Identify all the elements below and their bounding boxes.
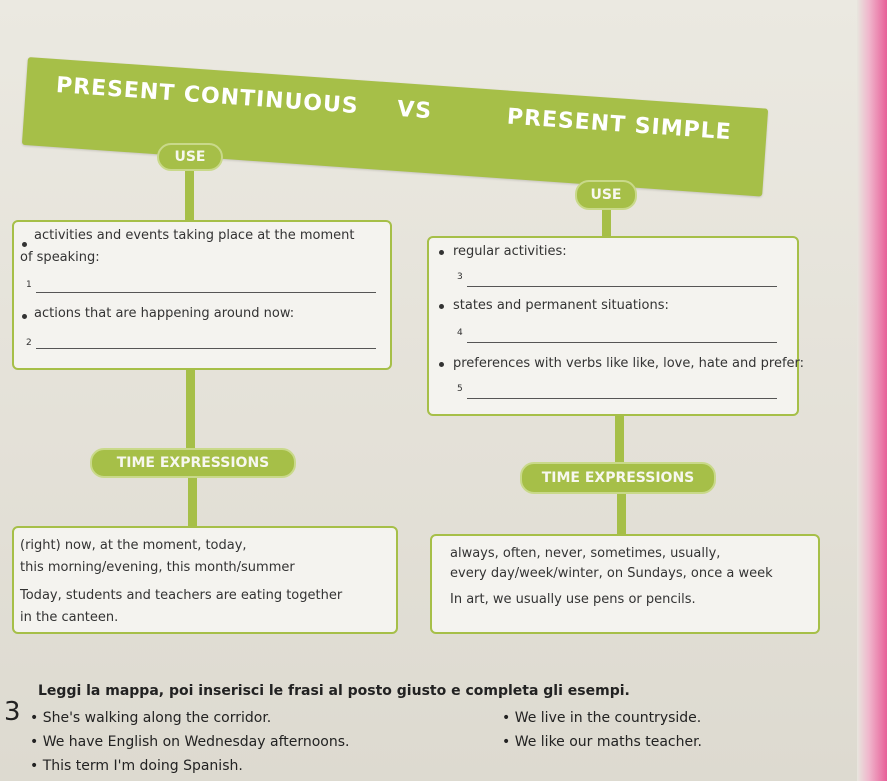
continuous-example: in the canteen. — [20, 610, 119, 625]
simple-use-1: regular activities: — [453, 244, 567, 259]
answer-blank[interactable] — [467, 286, 777, 287]
simple-use-label: USE — [575, 180, 637, 210]
title-left: PRESENT CONTINUOUS — [55, 73, 360, 120]
bullet-dot — [22, 314, 27, 319]
continuous-use-stem — [185, 171, 194, 223]
continuous-time-stem — [188, 478, 197, 528]
simple-time-box — [430, 534, 820, 634]
continuous-use-2: actions that are happening around now: — [34, 306, 295, 321]
continuous-time-label: TIME EXPRESSIONS — [90, 448, 296, 478]
blank-mark: 5 — [457, 384, 463, 394]
simple-use-3: preferences with verbs like like, love, hate and prefer: — [453, 356, 805, 371]
simple-time-stem — [617, 494, 626, 536]
exercise-item: • We like our maths teacher. — [502, 734, 702, 750]
answer-blank[interactable] — [36, 292, 376, 293]
exercise-item: • This term I'm doing Spanish. — [30, 758, 243, 774]
simple-use-box — [427, 236, 805, 416]
simple-time-line: every day/week/winter, on Sundays, once a week — [450, 566, 773, 581]
continuous-use-box — [12, 220, 392, 370]
continuous-use-1b: of speaking: — [20, 250, 100, 265]
title-right: PRESENT SIMPLE — [506, 104, 733, 146]
simple-time-line: always, often, never, sometimes, usually, — [450, 546, 721, 561]
exercise-item: • We live in the countryside. — [502, 710, 702, 726]
continuous-use-label: USE — [157, 143, 223, 171]
bullet-dot — [439, 362, 444, 367]
continuous-use-1: activities and events taking place at the moment — [34, 228, 355, 243]
continuous-time-line: (right) now, at the moment, today, — [20, 538, 247, 553]
blank-mark: 4 — [457, 328, 463, 338]
blank-mark: 3 — [457, 272, 463, 282]
bullet-dot — [439, 304, 444, 309]
exercise-item: • We have English on Wednesday afternoons. — [30, 734, 350, 750]
simple-use-2: states and permanent situations: — [453, 298, 669, 313]
simple-top-stem — [600, 148, 609, 180]
bullet-dot — [22, 242, 27, 247]
blank-mark: 2 — [26, 338, 32, 348]
exercise-item: • She's walking along the corridor. — [30, 710, 272, 726]
answer-blank[interactable] — [36, 348, 376, 349]
simple-example: In art, we usually use pens or pencils. — [450, 592, 696, 607]
answer-blank[interactable] — [467, 398, 777, 399]
simple-mid-stem — [615, 416, 624, 464]
answer-blank[interactable] — [467, 342, 777, 343]
continuous-time-line: this morning/evening, this month/summer — [20, 560, 295, 575]
exercise-number: 3 — [4, 697, 21, 727]
simple-use-stem — [602, 210, 611, 238]
continuous-mid-stem — [186, 370, 195, 450]
bullet-dot — [439, 250, 444, 255]
exercise-instruction: Leggi la mappa, poi inserisci le frasi al posto giusto e completa gli esempi. — [38, 683, 630, 699]
title-vs: VS — [396, 96, 433, 125]
title-banner — [22, 57, 768, 197]
continuous-example: Today, students and teachers are eating together — [20, 588, 343, 603]
simple-time-label: TIME EXPRESSIONS — [520, 462, 716, 494]
page-edge — [857, 0, 887, 781]
continuous-time-box — [12, 526, 398, 634]
blank-mark: 1 — [26, 280, 32, 290]
